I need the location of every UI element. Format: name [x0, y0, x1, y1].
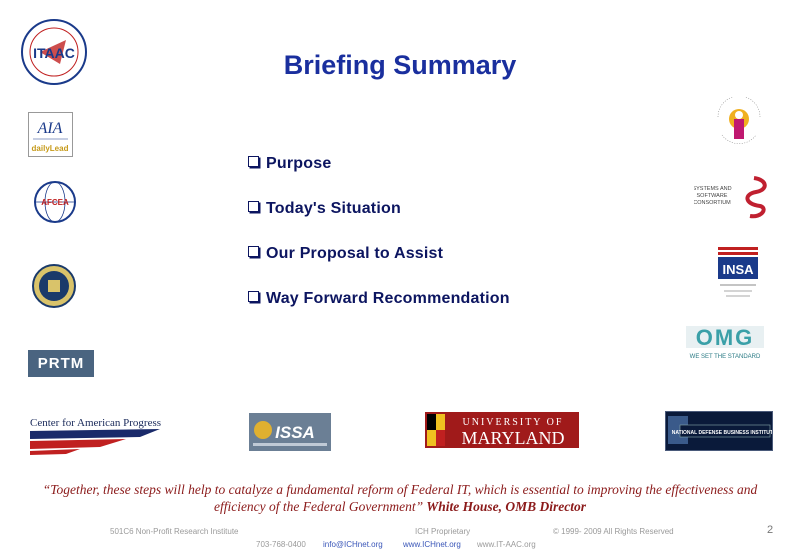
footer-phone: 703-768-0400: [256, 540, 306, 549]
checkbox-bullet-icon: [248, 201, 259, 212]
footer-email-link[interactable]: info@ICHnet.org: [323, 540, 383, 549]
omg-logo: [684, 322, 768, 362]
svg-text:ITAAC: ITAAC: [33, 45, 75, 61]
svg-text:INSA: INSA: [722, 262, 754, 277]
university-of-maryland-logo: [425, 412, 579, 448]
svg-text:SOFTWARE: SOFTWARE: [696, 193, 728, 199]
checkbox-bullet-icon: [248, 291, 259, 302]
bullet-list: [248, 141, 608, 321]
svg-text:WE SET THE STANDARD: WE SET THE STANDARD: [689, 354, 761, 360]
svg-text:CONSORTIUM: CONSORTIUM: [694, 200, 731, 206]
checkbox-bullet-icon: [248, 156, 259, 167]
interoperability-clearinghouse-logo: [708, 97, 770, 151]
svg-text:dailyLead: dailyLead: [31, 144, 69, 153]
bullet-label: Our Proposal to Assist: [266, 244, 444, 262]
federal-seal-logo: [32, 264, 76, 308]
svg-text:Center for American Progress: Center for American Progress: [30, 417, 162, 429]
bullet-label: Purpose: [266, 154, 332, 172]
footer-site-link[interactable]: www.ICHnet.org: [403, 540, 461, 549]
svg-text:NATIONAL DEFENSE BUSINESS INST: NATIONAL DEFENSE BUSINESS INSTITUTE: [671, 430, 772, 436]
quote: [40, 481, 760, 515]
svg-text:SYSTEMS AND: SYSTEMS AND: [694, 186, 732, 192]
center-for-american-progress-logo: [30, 415, 164, 455]
svg-text:ISSA: ISSA: [275, 423, 315, 442]
systems-software-consortium-logo: [694, 174, 770, 220]
svg-text:AFCEA: AFCEA: [41, 198, 69, 207]
quote-attribution: White House, OMB Director: [423, 499, 587, 514]
footer-copyright: © 1999- 2009 All Rights Reserved: [553, 527, 674, 536]
bullet-item: [248, 186, 608, 231]
bullet-item: [248, 276, 608, 321]
bullet-item: [248, 231, 608, 276]
svg-text:MARYLAND: MARYLAND: [461, 428, 565, 448]
svg-text:UNIVERSITY OF: UNIVERSITY OF: [462, 417, 564, 428]
insa-logo: [716, 247, 760, 299]
prtm-logo: PRTM: [28, 350, 94, 377]
afcea-logo: [33, 180, 77, 224]
bullet-label: Way Forward Recommendation: [266, 289, 510, 307]
aia-dailylead-logo: [28, 112, 73, 157]
footer-site2-link[interactable]: www.IT-AAC.org: [477, 540, 536, 549]
footer-proprietary: ICH Proprietary: [415, 527, 471, 536]
page-number: 2: [767, 524, 774, 536]
page-title: Briefing Summary: [283, 50, 517, 80]
national-defense-business-institute-logo: [665, 411, 773, 451]
bullet-item: [248, 141, 608, 186]
issa-logo: [249, 413, 331, 451]
footer-org: 501C6 Non-Profit Research Institute: [110, 527, 239, 536]
bullet-label: Today's Situation: [266, 199, 401, 217]
svg-text:OMG: OMG: [695, 325, 755, 350]
checkbox-bullet-icon: [248, 246, 259, 257]
quote-text: “Together, these steps will help to catalyze a fundamental reform of Federal IT, which is essential to improving the effectiveness and efficiency of the Federal Government”: [42, 482, 758, 514]
svg-text:AIA: AIA: [37, 120, 63, 137]
